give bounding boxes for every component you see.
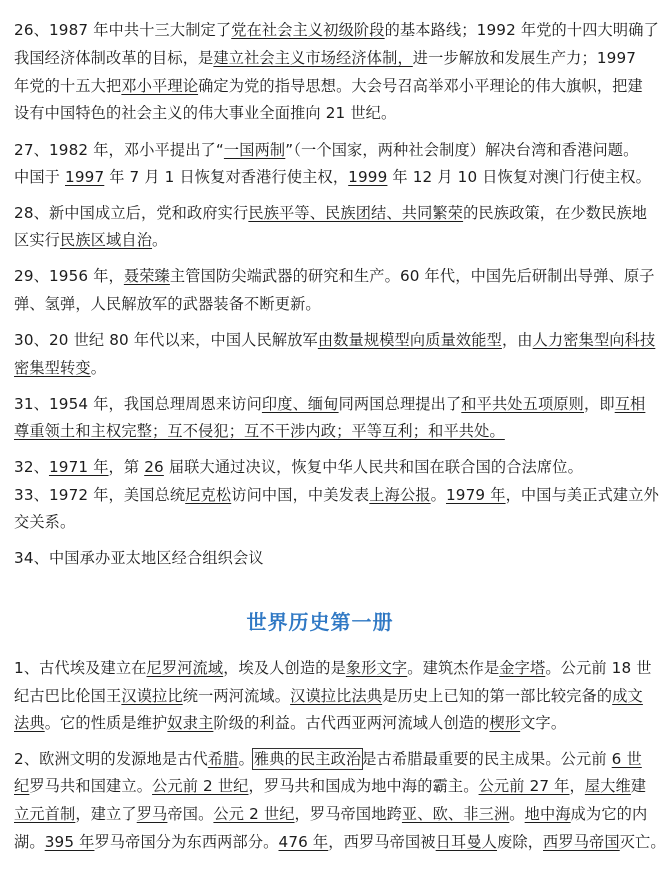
text-line bbox=[14, 266, 655, 286]
text-segment: 灭亡。 bbox=[619, 833, 666, 851]
text-line bbox=[14, 140, 639, 160]
text-segment: 年 7 月 1 日恢复对香港行使主权， bbox=[104, 168, 349, 186]
boxed-term: 雅典的民主政治 bbox=[253, 750, 362, 768]
text-segment: 废除， bbox=[497, 833, 544, 851]
text-segment: 。 bbox=[90, 359, 107, 377]
underlined-term: 金字塔 bbox=[499, 659, 546, 677]
text-line bbox=[14, 167, 651, 187]
text-segment: 统一两河流域。 bbox=[182, 687, 291, 705]
text-segment: 33、1972 年，美国总统 bbox=[14, 486, 186, 504]
text-segment: 阶级的利益。古代西亚两河流域人创造的 bbox=[213, 714, 490, 732]
text-segment: 是历史上已知的第一部比较完备的 bbox=[382, 687, 613, 705]
text-line bbox=[14, 103, 630, 123]
underlined-term: 地中海 bbox=[524, 805, 571, 823]
text-segment: ，罗马共和国成为地中海的霸主。 bbox=[248, 777, 479, 795]
text-segment: ，即 bbox=[584, 395, 615, 413]
text-segment: ，西罗马帝国被 bbox=[328, 833, 436, 851]
text-segment: 访问中国，中美发表 bbox=[231, 486, 370, 504]
text-segment: 主管国防尖端武器的研究和生产。60 年代，中国先后研制出导弹、原子 bbox=[169, 267, 655, 285]
text-line bbox=[14, 512, 630, 532]
text-segment: 帝国。 bbox=[167, 805, 214, 823]
text-line bbox=[14, 658, 652, 678]
text-segment: 区实行 bbox=[14, 231, 61, 249]
text-line bbox=[14, 203, 648, 223]
text-line bbox=[14, 394, 646, 414]
text-segment: 。 bbox=[238, 750, 254, 768]
text-segment: 弹、氢弹，人民解放军的武器装备不断更新。 bbox=[14, 295, 321, 313]
underlined-term: 汉谟拉比法典 bbox=[290, 687, 383, 705]
text-segment: 1、古代埃及建立在 bbox=[14, 659, 147, 677]
underlined-term: 互相 bbox=[614, 395, 646, 413]
underlined-term: 1979 年 bbox=[445, 486, 506, 504]
underlined-term: 屋大维 bbox=[584, 777, 631, 795]
underlined-term: 公元 2 世纪 bbox=[213, 805, 295, 823]
text-segment: 罗马共和国建立。 bbox=[29, 777, 153, 795]
underlined-term: 人力密集型向科技 bbox=[532, 331, 656, 349]
underlined-term: 成文 bbox=[612, 687, 643, 705]
text-segment: 26、1987 年中共十三大制定了 bbox=[14, 21, 232, 39]
text-segment: ”（一个国家，两种社会制度）解决台湾和香港问题。 bbox=[285, 141, 639, 159]
text-line bbox=[14, 330, 656, 350]
underlined-term: 1971 年 bbox=[48, 458, 109, 476]
text-segment: ， bbox=[569, 777, 585, 795]
text-segment: 32、 bbox=[14, 458, 49, 476]
text-segment: 成为它的内 bbox=[570, 805, 648, 823]
underlined-term: 奴隶主 bbox=[167, 714, 214, 732]
underlined-term: 1999 bbox=[348, 168, 388, 186]
underlined-term: 印度、缅甸 bbox=[261, 395, 339, 413]
text-segment: 的基本路线；1992 年党的十四大明确了 bbox=[384, 21, 659, 39]
text-segment: ，罗马帝国地跨 bbox=[294, 805, 402, 823]
underlined-term: 西罗马帝国 bbox=[543, 833, 620, 851]
text-segment: 。公元前 18 世 bbox=[545, 659, 652, 677]
underlined-term: 象形文字 bbox=[345, 659, 408, 677]
underlined-term: 公元前 2 世纪 bbox=[152, 777, 249, 795]
underlined-term: 由数量规模型向质量效能型 bbox=[317, 331, 502, 349]
text-line bbox=[14, 457, 630, 477]
text-segment: 29、1956 年， bbox=[14, 267, 124, 285]
underlined-term: 民族平等、民族团结、共同繁荣 bbox=[248, 204, 464, 222]
text-segment: 湖。 bbox=[14, 833, 45, 851]
text-line bbox=[14, 548, 630, 568]
text-segment: 的民族政策，在少数民族地 bbox=[463, 204, 648, 222]
text-line bbox=[14, 713, 630, 733]
text-line bbox=[14, 358, 630, 378]
text-line bbox=[14, 20, 659, 40]
text-line bbox=[14, 421, 630, 441]
underlined-term: 395 年 bbox=[44, 833, 95, 851]
underlined-term: 和平共处五项原则 bbox=[461, 395, 584, 413]
text-segment: ，埃及人创造的是 bbox=[223, 659, 346, 677]
text-segment: 文字。 bbox=[520, 714, 567, 732]
text-segment: 设有中国特色的社会主义的伟大事业全面推向 21 世纪。 bbox=[14, 104, 397, 122]
text-segment: 。它的性质是维护 bbox=[44, 714, 168, 732]
text-segment: 2、欧洲文明的发源地是古代 bbox=[14, 750, 208, 768]
underlined-term: 尼克松 bbox=[185, 486, 232, 504]
text-segment: 我国经济体制改革的目标，是 bbox=[14, 49, 214, 67]
underlined-term: 罗马 bbox=[136, 805, 168, 823]
text-segment: 罗马帝国分为东西两部分。 bbox=[94, 833, 279, 851]
underlined-term: 汉谟拉比 bbox=[121, 687, 183, 705]
underlined-term: 1997 bbox=[65, 168, 105, 186]
text-segment: 。 bbox=[509, 805, 525, 823]
underlined-term: 党在社会主义初级阶段 bbox=[231, 21, 385, 39]
text-segment: 。 bbox=[152, 231, 168, 249]
text-segment: 交关系。 bbox=[14, 513, 76, 531]
text-line bbox=[14, 76, 643, 96]
underlined-term: 密集型转变 bbox=[14, 359, 91, 377]
underlined-term: 民族区域自治 bbox=[60, 231, 153, 249]
underlined-term: 聂荣臻 bbox=[123, 267, 170, 285]
text-line bbox=[14, 686, 643, 706]
text-segment: 年 12 月 10 日恢复对澳门行使主权。 bbox=[387, 168, 651, 186]
text-line bbox=[14, 749, 642, 769]
underlined-term: 希腊 bbox=[207, 750, 239, 768]
text-segment: 是古希腊最重要的民主成果。公元前 bbox=[361, 750, 612, 768]
section-heading: 世界历史第一册 bbox=[246, 610, 394, 634]
text-segment: 31、1954 年，我国总理周恩来访问 bbox=[14, 395, 262, 413]
underlined-term: 公元前 27 年 bbox=[478, 777, 570, 795]
text-segment: 30、20 世纪 80 年代以来，中国人民解放军 bbox=[14, 331, 318, 349]
text-segment: 中国于 bbox=[14, 168, 65, 186]
text-segment: ，中国与美正式建立外 bbox=[505, 486, 659, 504]
underlined-term: 476 年 bbox=[278, 833, 329, 851]
text-segment: 建 bbox=[630, 777, 647, 795]
underlined-term: 尼罗河流域 bbox=[146, 659, 224, 677]
text-segment: 28、新中国成立后，党和政府实行 bbox=[14, 204, 249, 222]
text-segment: ，由 bbox=[501, 331, 533, 349]
underlined-term: 亚、欧、非三洲 bbox=[401, 805, 510, 823]
underlined-term: 6 世 bbox=[611, 750, 642, 768]
underlined-term: 纪 bbox=[14, 777, 30, 795]
underlined-term: 日耳曼人 bbox=[435, 833, 498, 851]
text-segment: 27、1982 年，邓小平提出了“ bbox=[14, 141, 224, 159]
underlined-term: 立元首制 bbox=[14, 805, 76, 823]
text-segment: 。建筑杰作是 bbox=[407, 659, 500, 677]
text-segment: 纪古巴比伦国王 bbox=[14, 687, 122, 705]
text-segment: 年党的十五大把 bbox=[14, 77, 122, 95]
text-line bbox=[14, 832, 666, 852]
text-line bbox=[14, 230, 630, 250]
text-line bbox=[14, 776, 647, 796]
text-segment: 34、中国承办亚太地区经合组织会议 bbox=[14, 549, 264, 567]
underlined-term: 26 bbox=[144, 458, 164, 476]
text-segment: 确定为党的指导思想。大会号召高举邓小平理论的伟大旗帜，把建 bbox=[198, 77, 643, 95]
text-line bbox=[14, 804, 648, 824]
underlined-term: 上海公报 bbox=[369, 486, 431, 504]
text-line bbox=[14, 294, 630, 314]
text-segment: ，建立了 bbox=[75, 805, 137, 823]
underlined-term: 法典 bbox=[14, 714, 45, 732]
text-segment: 同两国总理提出了 bbox=[338, 395, 462, 413]
underlined-term: 一国两制 bbox=[223, 141, 286, 159]
text-segment: 。 bbox=[430, 486, 446, 504]
underlined-term: 楔形 bbox=[489, 714, 521, 732]
text-segment: 届联大通过决议，恢复中华人民共和国在联合国的合法席位。 bbox=[163, 458, 583, 476]
underlined-term: 建立社会主义市场经济体制， bbox=[213, 49, 413, 67]
underlined-term: 邓小平理论 bbox=[121, 77, 199, 95]
text-segment: ，第 bbox=[108, 458, 145, 476]
text-segment: 进一步解放和发展生产力；1997 bbox=[412, 49, 637, 67]
underlined-term: 尊重领土和主权完整；互不侵犯；互不干涉内政；平等互利；和平共处。 bbox=[14, 422, 505, 440]
text-line bbox=[14, 48, 637, 68]
text-line bbox=[14, 485, 659, 505]
